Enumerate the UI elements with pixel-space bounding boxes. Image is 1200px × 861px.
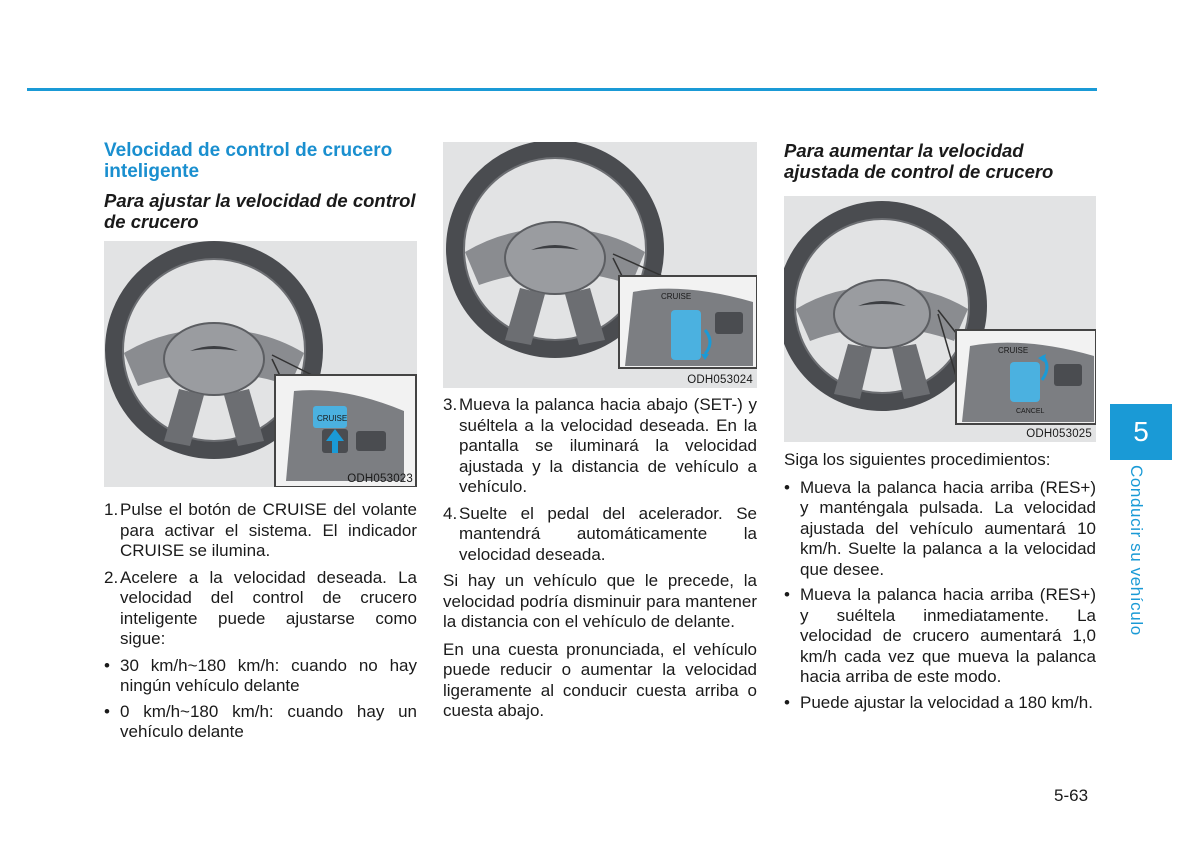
subheading-set-speed: Para ajustar la velocidad de control de crucero bbox=[104, 190, 416, 232]
step-text: Pulse el botón de CRUISE del volante para activar el sistema. El indicador CRUISE se ilumina. bbox=[120, 500, 417, 560]
step-item bbox=[104, 568, 417, 650]
chapter-title bbox=[1125, 465, 1149, 636]
middle-text bbox=[443, 395, 757, 729]
steering-wheel-illustration bbox=[104, 241, 417, 487]
step-number: 2. bbox=[104, 567, 119, 587]
steering-wheel-illustration bbox=[784, 196, 1096, 442]
cruise-label: CRUISE bbox=[661, 292, 692, 301]
subheading-increase-speed: Para aumentar la velocidad ajustada de control de crucero bbox=[784, 140, 1054, 182]
bullet-icon: • bbox=[784, 477, 790, 497]
figure-code: ODH053025 bbox=[1026, 428, 1092, 440]
steering-wheel-illustration bbox=[443, 142, 757, 388]
step-text: Acelere a la velocidad deseada. La velocidad del control de crucero inteligente puede ajustarse como sigue: bbox=[120, 567, 417, 648]
bullet-text: 30 km/h~180 km/h: cuando no hay ningún vehículo delante bbox=[120, 655, 417, 695]
paragraph: Si hay un vehículo que le precede, la velocidad podría disminuir para mantener la distancia con el vehículo de delante. bbox=[443, 571, 757, 631]
figure-code: ODH053023 bbox=[347, 473, 413, 485]
page-number: 5-63 bbox=[1054, 786, 1089, 805]
bullet-item bbox=[784, 693, 1096, 714]
right-text bbox=[784, 450, 1096, 718]
bullet-item bbox=[784, 585, 1096, 688]
paragraph: En una cuesta pronunciada, el vehículo puede reducir o aumentar la velocidad ligeramente al conducir cuesta arriba o cuesta abajo. bbox=[443, 639, 757, 720]
left-text bbox=[104, 500, 417, 748]
step-number: 3. bbox=[443, 395, 458, 414]
bullet-icon: • bbox=[104, 655, 110, 675]
step-item bbox=[104, 500, 417, 562]
step-text: Mueva la palanca hacia abajo (SET-) y suéltela a la velocidad deseada. En la pantalla se iluminará la velocidad ajustada y la distancia de vehículo a vehículo. bbox=[459, 395, 757, 496]
chapter-title-text: Conducir su vehículo bbox=[1127, 465, 1146, 636]
bullet-text: Mueva la palanca hacia arriba (RES+) y manténgala pulsada. La velocidad ajustada del vehículo aumentará 10 km/h. Suelte la palanca a la velocidad que desee. bbox=[800, 477, 1096, 579]
bullet-item bbox=[784, 478, 1096, 581]
step-text: Suelte el pedal del acelerador. Se mantendrá automáticamente la velocidad deseada. bbox=[459, 503, 757, 564]
cruise-label: CRUISE bbox=[998, 346, 1029, 355]
bullet-icon: • bbox=[104, 701, 110, 721]
bullet-text: Puede ajustar la velocidad a 180 km/h. bbox=[800, 692, 1093, 712]
bullet-text: 0 km/h~180 km/h: cuando hay un vehículo delante bbox=[120, 701, 417, 741]
intro-text: Siga los siguientes procedimientos: bbox=[784, 450, 1051, 469]
bullet-text: Mueva la palanca hacia arriba (RES+) y suéltela inmediatamente. La velocidad de crucero aumentará 1,0 km/h cada vez que mueva la palanca hacia arriba de este modo. bbox=[800, 585, 1096, 686]
bullet-icon: • bbox=[784, 585, 790, 604]
bullet-item bbox=[104, 702, 417, 743]
figure-steering-wheel-set-lever bbox=[443, 142, 757, 388]
bullet-item bbox=[104, 656, 417, 697]
chapter-number-tab: 5 bbox=[1110, 404, 1172, 460]
step-number: 1. bbox=[104, 500, 119, 519]
step-number: 4. bbox=[443, 503, 458, 523]
figure-code: ODH053024 bbox=[687, 374, 753, 386]
step-item bbox=[443, 395, 757, 498]
figure-steering-wheel-cruise-button bbox=[104, 241, 417, 487]
cancel-label: CANCEL bbox=[1016, 408, 1045, 415]
cruise-label: CRUISE bbox=[317, 414, 348, 423]
step-item bbox=[443, 504, 757, 566]
bullet-icon: • bbox=[784, 692, 790, 712]
section-heading: Velocidad de control de crucero inteligente bbox=[104, 140, 393, 182]
figure-steering-wheel-res-lever bbox=[784, 196, 1096, 442]
top-rule bbox=[27, 88, 1097, 91]
